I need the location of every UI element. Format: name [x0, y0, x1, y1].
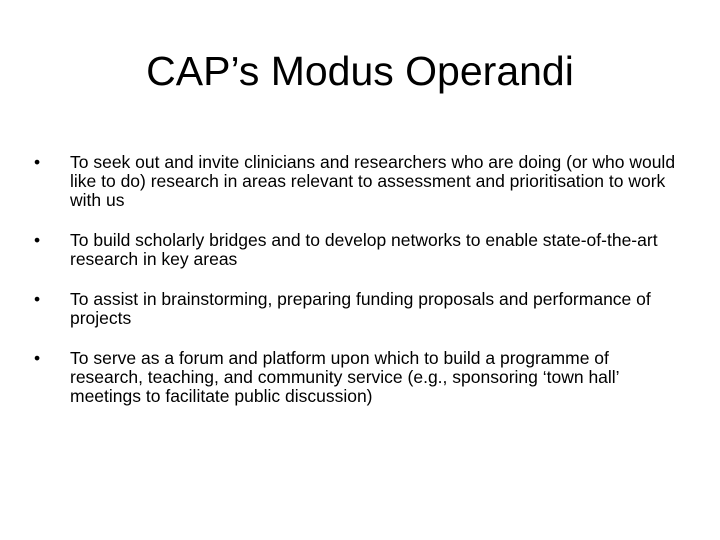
- bullet-item: [34, 290, 684, 328]
- bullet-icon: •: [34, 152, 41, 172]
- slide-title: CAP’s Modus Operandi: [146, 48, 574, 94]
- bullet-icon: •: [34, 289, 41, 309]
- bullet-item: [34, 153, 684, 210]
- bullet-item: [34, 349, 684, 406]
- bullet-icon: •: [34, 348, 41, 368]
- bullet-icon: •: [34, 230, 41, 250]
- bullet-item: [34, 231, 684, 269]
- bullet-list: [34, 153, 684, 427]
- bullet-text: To serve as a forum and platform upon which to build a programme of research, teaching, and community service (e.g., sponsoring ‘town hall’ meetings to facilitate public discussion): [70, 348, 619, 406]
- bullet-text: To seek out and invite clinicians and researchers who are doing (or who would like to do) research in areas relevant to assessment and prioritisation to work with us: [70, 152, 676, 210]
- bullet-text: To build scholarly bridges and to develop networks to enable state-of-the-art research in key areas: [70, 230, 658, 269]
- bullet-text: To assist in brainstorming, preparing funding proposals and performance of projects: [70, 289, 651, 328]
